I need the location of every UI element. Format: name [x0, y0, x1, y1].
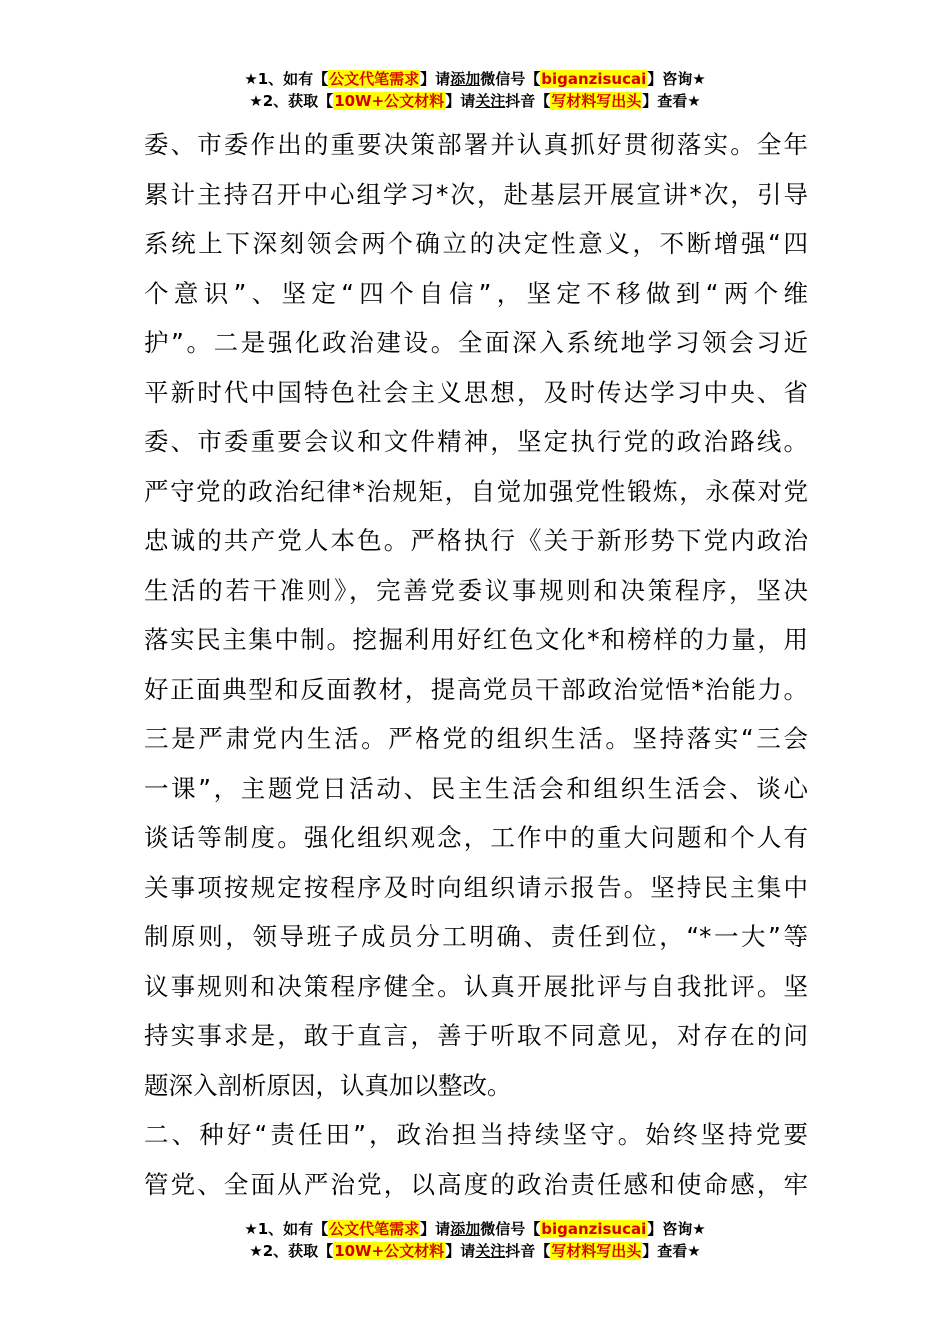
- text-line: 护”。二是强化政治建设。全面深入系统地学习领会习近: [144, 328, 808, 357]
- text-line: 个意识”、坚定“四个自信”，坚定不移做到“两个维: [144, 278, 808, 308]
- highlight-materials: 10W+公文材料: [334, 92, 445, 110]
- highlight-wechat-id: biganzisucai: [541, 70, 647, 88]
- text-line: 平新时代中国特色社会主义思想，及时传达学习中央、省: [144, 377, 808, 407]
- document-body: [144, 120, 808, 1209]
- highlight-service: 公文代笔需求: [329, 70, 420, 88]
- text-line: 题深入剖析原因，认真加以整改。: [144, 1070, 512, 1100]
- highlight-douyin: 写材料写出头: [551, 1242, 642, 1260]
- text-line: 管党、全面从严治党，以高度的政治责任感和使命感，牢: [144, 1169, 808, 1199]
- banner-line-2: ★2、获取【10W+公文材料】请关注抖音【写材料写出头】查看★: [249, 1242, 701, 1260]
- text-line: 生活的若干准则》，完善党委议事规则和决策程序，坚决: [144, 575, 808, 605]
- header-banner: [0, 68, 950, 112]
- banner-line-1: ★1、如有【公文代笔需求】请添加微信号【biganzisucai】咨询★: [244, 1220, 706, 1238]
- text-line: 谈话等制度。强化组织观念，工作中的重大问题和个人有: [144, 823, 808, 852]
- text-line: 系统上下深刻领会两个确立的决定性意义，不断增强“四: [144, 229, 808, 258]
- text-line: 委、市委重要会议和文件精神，坚定执行党的政治路线。: [144, 427, 808, 456]
- text-line: 落实民主集中制。挖掘利用好红色文化*和榜样的力量，用: [144, 625, 808, 654]
- highlight-service: 公文代笔需求: [329, 1220, 420, 1238]
- text-line: 累计主持召开中心组学习*次，赴基层开展宣讲*次，引导: [144, 179, 808, 209]
- footer-banner: [0, 1218, 950, 1262]
- text-line: 制原则，领导班子成员分工明确、责任到位，“*一大”等: [144, 922, 808, 951]
- text-line: 三是严肃党内生活。严格党的组织生活。坚持落实“三会: [144, 724, 808, 753]
- text-line: 好正面典型和反面教材，提高党员干部政治觉悟*治能力。: [144, 674, 808, 704]
- highlight-materials: 10W+公文材料: [334, 1242, 445, 1260]
- text-line: 严守党的政治纪律*治规矩，自觉加强党性锻炼，永葆对党: [144, 476, 808, 506]
- banner-line-1: ★1、如有【公文代笔需求】请添加微信号【biganzisucai】咨询★: [244, 70, 706, 88]
- text-line: 忠诚的共产党人本色。严格执行《关于新形势下党内政治: [144, 526, 808, 555]
- text-line: 议事规则和决策程序健全。认真开展批评与自我批评。坚: [144, 971, 808, 1001]
- banner-line-2: ★2、获取【10W+公文材料】请关注抖音【写材料写出头】查看★: [249, 92, 701, 110]
- highlight-douyin: 写材料写出头: [551, 92, 642, 110]
- text-line: 一课”，主题党日活动、民主生活会和组织生活会、谈心: [144, 773, 808, 803]
- text-line: 委、市委作出的重要决策部署并认真抓好贯彻落实。全年: [144, 130, 808, 159]
- section-heading-line: 二、种好“责任田”，政治担当持续坚守。始终坚持党要: [144, 1120, 808, 1149]
- highlight-wechat-id: biganzisucai: [541, 1220, 647, 1238]
- text-line: 持实事求是，敢于直言，善于听取不同意见，对存在的问: [144, 1021, 808, 1050]
- text-line: 关事项按规定按程序及时向组织请示报告。坚持民主集中: [144, 872, 808, 902]
